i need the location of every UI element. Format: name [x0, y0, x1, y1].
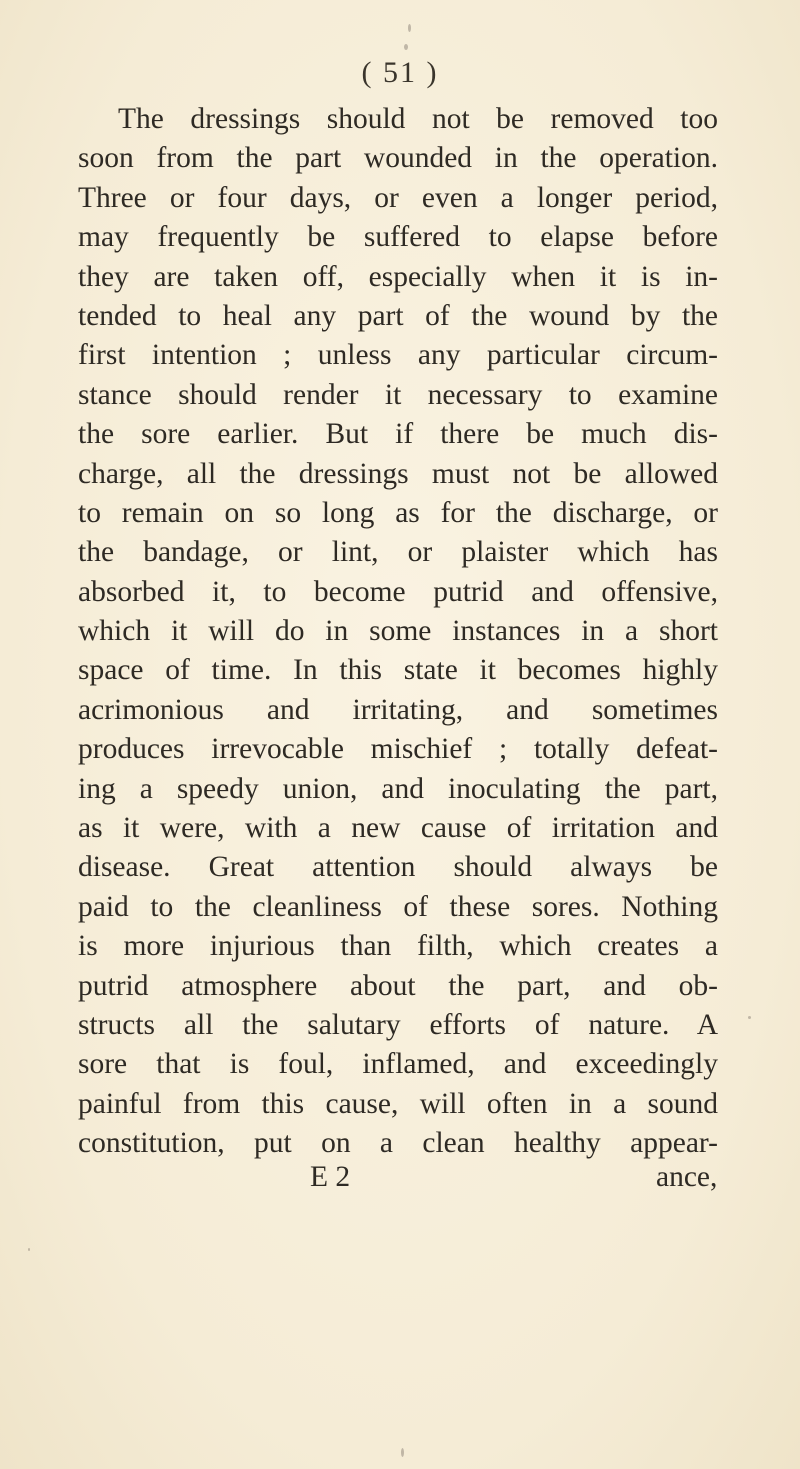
text-line: acrimonious and irritating, and sometimes — [78, 693, 718, 726]
text-line: as it were, with a new cause of irritation and — [78, 812, 718, 845]
text-line: the bandage, or lint, or plaister which has — [78, 536, 718, 569]
paper-speck — [28, 1248, 30, 1251]
text-line: structs all the salutary efforts of nature. A — [78, 1008, 718, 1041]
text-line: stance should render it necessary to examine — [78, 378, 718, 411]
paper-speck — [748, 1016, 751, 1019]
text-line: they are taken off, especially when it is in- — [78, 260, 718, 293]
text-line: is more injurious than filth, which creates a — [78, 930, 718, 963]
text-line: soon from the part wounded in the operation. — [78, 142, 718, 175]
text-line: tended to heal any part of the wound by the — [78, 299, 718, 332]
text-line: to remain on so long as for the discharge, or — [78, 496, 718, 529]
paper-speck — [408, 24, 411, 32]
text-line: charge, all the dressings must not be allowed — [78, 457, 718, 490]
text-line: The dressings should not be removed too — [118, 103, 718, 135]
paper-speck — [404, 44, 408, 50]
text-line: which it will do in some instances in a short — [78, 615, 718, 648]
text-line: constitution, put on a clean healthy appear- — [78, 1127, 718, 1160]
body-text — [78, 100, 718, 1164]
text-line: painful from this cause, will often in a sound — [78, 1087, 718, 1120]
text-line: space of time. In this state it becomes highly — [78, 654, 718, 687]
text-line: Three or four days, or even a longer period, — [78, 181, 718, 214]
signature-mark: E 2 — [310, 1161, 351, 1193]
page-number: ( 51 ) — [361, 56, 439, 89]
text-line: sore that is foul, inflamed, and exceedingly — [78, 1048, 718, 1081]
text-line: may frequently be suffered to elapse before — [78, 221, 718, 254]
text-line: paid to the cleanliness of these sores. Nothing — [78, 890, 718, 923]
text-line: absorbed it, to become putrid and offensive, — [78, 575, 718, 608]
text-line: disease. Great attention should always be — [78, 851, 718, 884]
paper-speck — [401, 1448, 404, 1457]
catchword: ance, — [656, 1161, 718, 1193]
text-line: first intention ; unless any particular circum- — [78, 339, 718, 372]
text-line: the sore earlier. But if there be much dis- — [78, 418, 718, 451]
text-line: ing a speedy union, and inoculating the part, — [78, 772, 718, 805]
page-footer — [0, 1157, 800, 1197]
text-line: produces irrevocable mischief ; totally defeat- — [78, 733, 718, 766]
text-line: putrid atmosphere about the part, and ob- — [78, 969, 718, 1002]
